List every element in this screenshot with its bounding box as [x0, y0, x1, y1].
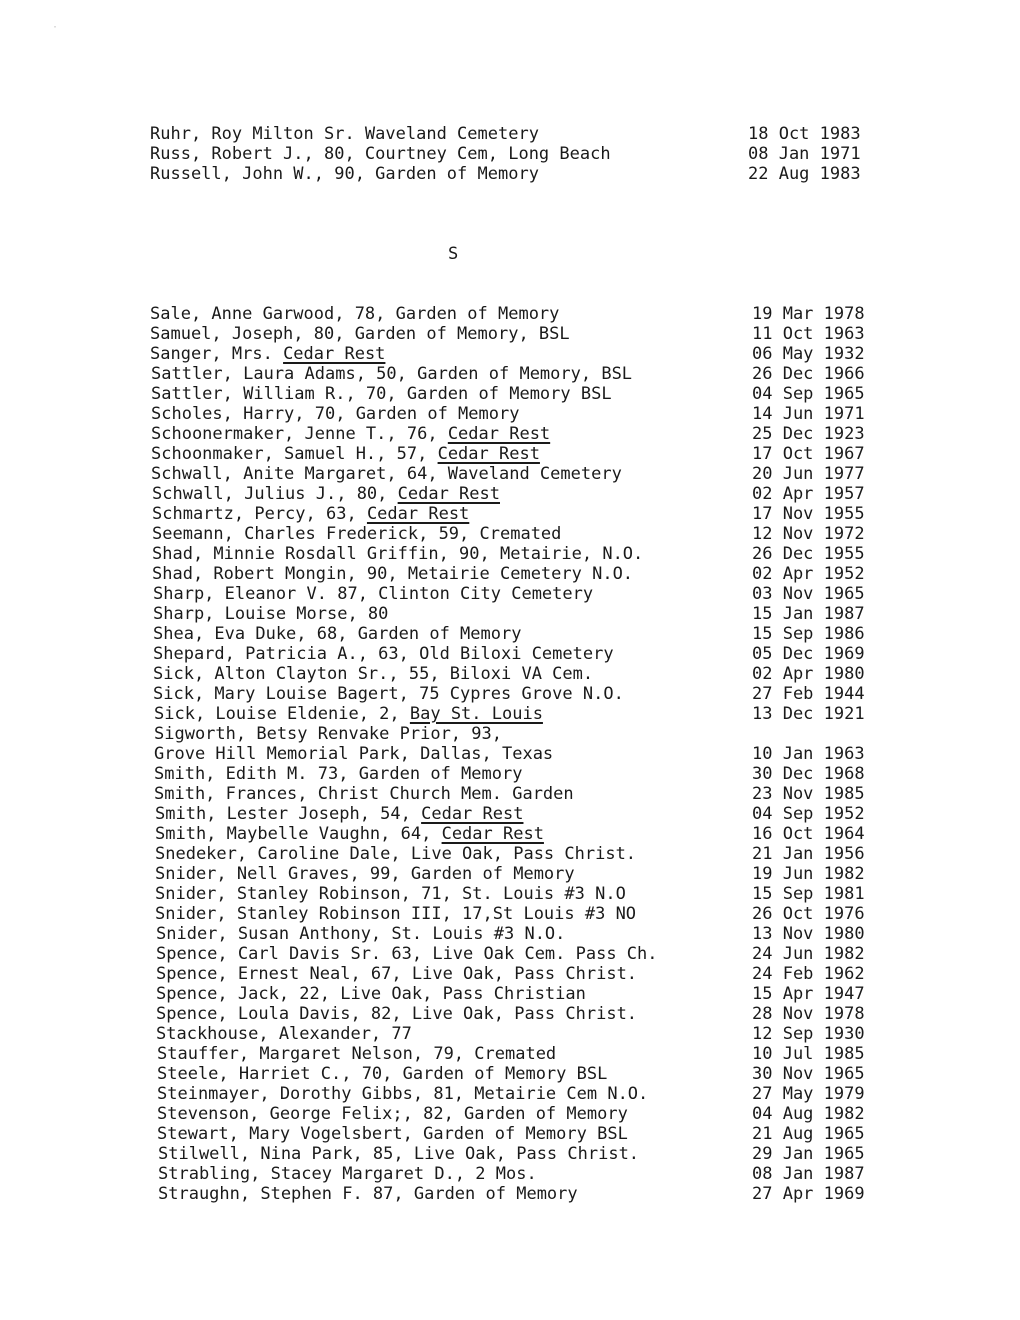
entry-date: 19 Jun 1982 — [752, 864, 865, 884]
entry-row — [0, 504, 1020, 524]
entry-row — [0, 604, 1020, 624]
entry-row — [0, 344, 1020, 364]
entry-row — [0, 684, 1020, 704]
entry-date: 18 Oct 1983 — [748, 124, 861, 144]
entry-name: Spence, Loula Davis, 82, Live Oak, Pass Christ. — [156, 1004, 638, 1024]
entry-date: 04 Aug 1982 — [752, 1104, 865, 1124]
entry-date: 21 Jan 1956 — [752, 844, 865, 864]
entry-row — [0, 924, 1020, 944]
entry-date: 17 Nov 1955 — [752, 504, 865, 524]
entry-name: Strabling, Stacey Margaret D., 2 Mos. — [158, 1164, 537, 1184]
entry-date: 04 Sep 1952 — [752, 804, 865, 824]
entry-date: 05 Dec 1969 — [752, 644, 865, 664]
entry-date: 17 Oct 1967 — [752, 444, 865, 464]
entry-date: 11 Oct 1963 — [752, 324, 865, 344]
entry-row — [0, 304, 1020, 324]
entry-row — [0, 524, 1020, 544]
entry-row — [0, 444, 1020, 464]
entry-name: Spence, Jack, 22, Live Oak, Pass Christian — [156, 984, 586, 1004]
entry-row — [0, 424, 1020, 444]
underlined-text: Cedar Rest — [397, 484, 500, 504]
entry-name: Sick, Louise Eldenie, 2, Bay St. Louis — [154, 704, 543, 724]
entry-row — [0, 784, 1020, 804]
entry-date: 24 Feb 1962 — [752, 964, 865, 984]
entry-name: Sharp, Eleanor V. 87, Clinton City Cemetery — [153, 584, 594, 604]
entry-row — [0, 164, 1020, 184]
entry-row — [0, 1084, 1020, 1104]
entry-row — [0, 864, 1020, 884]
entry-name: Steinmayer, Dorothy Gibbs, 81, Metairie Cem N.O. — [157, 1084, 649, 1104]
section-heading: S — [448, 244, 459, 264]
entry-name: Samuel, Joseph, 80, Garden of Memory, BSL — [150, 324, 570, 344]
entry-date: 15 Apr 1947 — [752, 984, 865, 1004]
entry-date: 21 Aug 1965 — [752, 1124, 865, 1144]
entry-date: 10 Jan 1963 — [752, 744, 865, 764]
entry-name: Scholes, Harry, 70, Garden of Memory — [151, 404, 520, 424]
entry-name: Sale, Anne Garwood, 78, Garden of Memory — [150, 304, 560, 324]
entry-date: 26 Dec 1955 — [752, 544, 865, 564]
entry-date: 19 Mar 1978 — [752, 304, 865, 324]
entry-date: 02 Apr 1980 — [752, 664, 865, 684]
entry-row — [0, 764, 1020, 784]
entry-row — [0, 124, 1020, 144]
underlined-text: Cedar Rest — [437, 444, 540, 464]
entry-name: Stevenson, George Felix;, 82, Garden of Memory — [157, 1104, 628, 1124]
entry-name: Stilwell, Nina Park, 85, Live Oak, Pass Christ. — [158, 1144, 640, 1164]
entry-name: Snider, Stanley Robinson III, 17,St Louis #3 NO — [155, 904, 637, 924]
entry-name: Sattler, Laura Adams, 50, Garden of Memory, BSL — [151, 364, 633, 384]
entry-name: Schmartz, Percy, 63, Cedar Rest — [152, 504, 470, 524]
entry-row — [0, 884, 1020, 904]
entry-row — [0, 1144, 1020, 1164]
underlined-text: Cedar Rest — [421, 804, 524, 824]
entry-name: Shepard, Patricia A., 63, Old Biloxi Cemetery — [153, 644, 614, 664]
entry-row — [0, 324, 1020, 344]
entry-date: 15 Sep 1986 — [752, 624, 865, 644]
entry-date: 10 Jul 1985 — [752, 1044, 865, 1064]
entry-row — [0, 544, 1020, 564]
entry-row — [0, 1104, 1020, 1124]
entry-date: 20 Jun 1977 — [752, 464, 865, 484]
entry-row — [0, 804, 1020, 824]
entry-row — [0, 724, 1020, 744]
entry-date: 13 Nov 1980 — [752, 924, 865, 944]
scan-speck: · — [52, 22, 59, 33]
entry-row — [0, 1004, 1020, 1024]
entry-name: Shad, Minnie Rosdall Griffin, 90, Metairie, N.O. — [152, 544, 644, 564]
entry-name: Sigworth, Betsy Renvake Prior, 93, — [154, 724, 502, 744]
entry-date: 03 Nov 1965 — [752, 584, 865, 604]
entry-date: 08 Jan 1987 — [752, 1164, 865, 1184]
entry-date: 15 Jan 1987 — [752, 604, 865, 624]
entry-name: Ruhr, Roy Milton Sr. Waveland Cemetery — [150, 124, 539, 144]
entry-date: 02 Apr 1957 — [752, 484, 865, 504]
entry-date: 13 Dec 1921 — [752, 704, 865, 724]
entry-name: Smith, Edith M. 73, Garden of Memory — [154, 764, 523, 784]
entry-row — [0, 1024, 1020, 1044]
entry-date: 25 Dec 1923 — [752, 424, 865, 444]
entry-row — [0, 1044, 1020, 1064]
entry-row — [0, 824, 1020, 844]
entry-date: 23 Nov 1985 — [752, 784, 865, 804]
entry-row — [0, 1164, 1020, 1184]
underlined-text: Cedar Rest — [441, 824, 544, 844]
entry-name: Shad, Robert Mongin, 90, Metairie Cemetery N.O. — [152, 564, 634, 584]
entry-name: Snider, Nell Graves, 99, Garden of Memory — [155, 864, 575, 884]
entry-row — [0, 904, 1020, 924]
entry-date: 02 Apr 1952 — [752, 564, 865, 584]
entry-name: Seemann, Charles Frederick, 59, Cremated — [152, 524, 562, 544]
entry-row — [0, 844, 1020, 864]
entry-name: Grove Hill Memorial Park, Dallas, Texas — [154, 744, 554, 764]
entry-name: Snider, Stanley Robinson, 71, St. Louis #3 N.O — [155, 884, 626, 904]
entry-row — [0, 404, 1020, 424]
entry-name: Sick, Mary Louise Bagert, 75 Cypres Grove N.O. — [153, 684, 624, 704]
entry-row — [0, 384, 1020, 404]
s-entries — [0, 304, 1020, 1204]
entry-row — [0, 624, 1020, 644]
entry-name: Schwall, Anite Margaret, 64, Waveland Cemetery — [151, 464, 622, 484]
entry-name: Smith, Frances, Christ Church Mem. Garden — [154, 784, 574, 804]
entry-name: Sick, Alton Clayton Sr., 55, Biloxi VA Cem. — [153, 664, 594, 684]
entry-row — [0, 484, 1020, 504]
entry-name: Stewart, Mary Vogelsbert, Garden of Memory BSL — [157, 1124, 628, 1144]
entry-name: Sanger, Mrs. Cedar Rest — [150, 344, 386, 364]
entry-row — [0, 964, 1020, 984]
entry-row — [0, 364, 1020, 384]
underlined-text: Cedar Rest — [366, 504, 470, 524]
entry-name: Schwall, Julius J., 80, Cedar Rest — [152, 484, 500, 504]
entry-date: 12 Nov 1972 — [752, 524, 865, 544]
entry-name: Russell, John W., 90, Garden of Memory — [150, 164, 539, 184]
entry-date: 26 Dec 1966 — [752, 364, 865, 384]
entry-row — [0, 564, 1020, 584]
top-entries — [0, 124, 1020, 184]
entry-date: 30 Nov 1965 — [752, 1064, 865, 1084]
entry-date: 24 Jun 1982 — [752, 944, 865, 964]
entry-name: Straughn, Stephen F. 87, Garden of Memory — [158, 1184, 578, 1204]
entry-name: Russ, Robert J., 80, Courtney Cem, Long Beach — [150, 144, 611, 164]
entry-row — [0, 1184, 1020, 1204]
entry-date: 12 Sep 1930 — [752, 1024, 865, 1044]
entry-date: 15 Sep 1981 — [752, 884, 865, 904]
entry-date: 30 Dec 1968 — [752, 764, 865, 784]
entry-date: 27 Feb 1944 — [752, 684, 865, 704]
entry-name: Stackhouse, Alexander, 77 — [156, 1024, 412, 1044]
entry-date: 16 Oct 1964 — [752, 824, 865, 844]
entry-date: 26 Oct 1976 — [752, 904, 865, 924]
underlined-text: Cedar Rest — [447, 424, 551, 444]
entry-name: Snedeker, Caroline Dale, Live Oak, Pass Christ. — [155, 844, 637, 864]
entry-row — [0, 984, 1020, 1004]
entry-row — [0, 644, 1020, 664]
entry-name: Sharp, Louise Morse, 80 — [153, 604, 389, 624]
entry-name: Stauffer, Margaret Nelson, 79, Cremated — [157, 1044, 557, 1064]
entry-name: Spence, Ernest Neal, 67, Live Oak, Pass Christ. — [156, 964, 638, 984]
entry-row — [0, 664, 1020, 684]
entry-date: 04 Sep 1965 — [752, 384, 865, 404]
entry-row — [0, 464, 1020, 484]
entry-name: Sattler, William R., 70, Garden of Memory BSL — [151, 384, 612, 404]
entry-name: Schoonermaker, Jenne T., 76, Cedar Rest — [151, 424, 551, 444]
entry-row — [0, 744, 1020, 764]
entry-name: Smith, Maybelle Vaughn, 64, Cedar Rest — [155, 824, 544, 844]
entry-row — [0, 704, 1020, 724]
entry-name: Spence, Carl Davis Sr. 63, Live Oak Cem. Pass Ch. — [156, 944, 658, 964]
entry-date: 06 May 1932 — [752, 344, 865, 364]
entry-row — [0, 144, 1020, 164]
entry-name: Snider, Susan Anthony, St. Louis #3 N.O. — [156, 924, 566, 944]
entry-row — [0, 944, 1020, 964]
entry-row — [0, 1064, 1020, 1084]
entry-name: Shea, Eva Duke, 68, Garden of Memory — [153, 624, 522, 644]
underlined-text: Bay St. Louis — [409, 704, 543, 724]
entry-name: Steele, Harriet C., 70, Garden of Memory BSL — [157, 1064, 608, 1084]
entry-row — [0, 1124, 1020, 1144]
entry-date: 28 Nov 1978 — [752, 1004, 865, 1024]
entry-row — [0, 584, 1020, 604]
entry-date: 27 May 1979 — [752, 1084, 865, 1104]
entry-date: 08 Jan 1971 — [748, 144, 861, 164]
entry-name: Schoonmaker, Samuel H., 57, Cedar Rest — [151, 444, 540, 464]
entry-date: 22 Aug 1983 — [748, 164, 861, 184]
entry-date: 29 Jan 1965 — [752, 1144, 865, 1164]
entry-date: 14 Jun 1971 — [752, 404, 865, 424]
entry-date: 27 Apr 1969 — [752, 1184, 865, 1204]
entry-name: Smith, Lester Joseph, 54, Cedar Rest — [155, 804, 524, 824]
underlined-text: Cedar Rest — [283, 344, 386, 364]
